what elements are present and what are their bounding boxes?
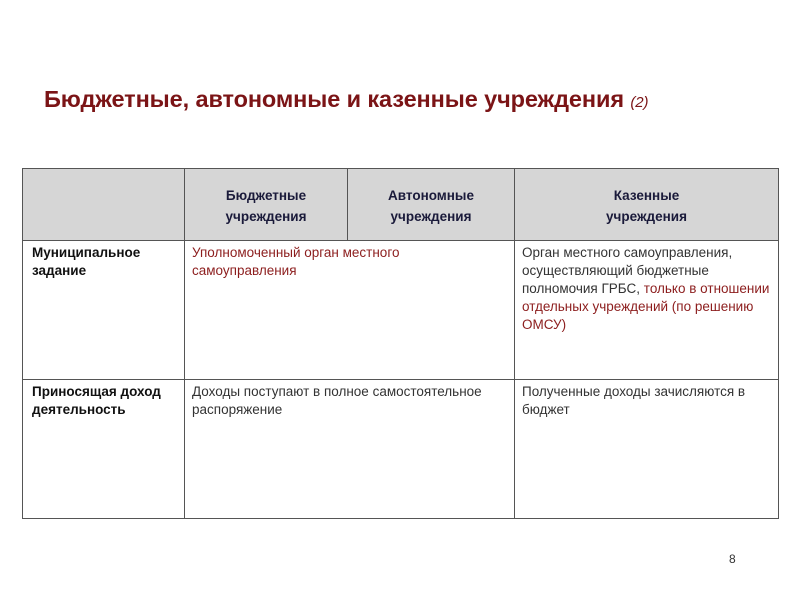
cell-text: Полученные доходы зачисляются в бюджет [522, 384, 746, 417]
slide-title-suffix: (2) [630, 94, 649, 111]
header-budget-line2: учреждения [225, 208, 307, 224]
header-autonomous-line2: учреждения [390, 208, 472, 224]
cell-budget-autonomous-municipal-task [185, 241, 515, 380]
cell-treasury-income [515, 380, 779, 519]
cell-text: Доходы поступают в полное самостоятельное распоряжение [192, 384, 482, 417]
header-autonomous-institutions [348, 169, 515, 241]
comparison-table [22, 168, 779, 519]
header-budget-line1: Бюджетные [225, 187, 307, 203]
page-number: 8 [729, 552, 736, 566]
header-autonomous-line1: Автономные [388, 187, 474, 203]
header-treasury-line2: учреждения [606, 208, 687, 224]
header-empty-cell [23, 169, 185, 241]
row-label-municipal-task: Муниципальное задание [32, 245, 141, 278]
cell-text: Уполномоченный орган местного самоуправления [192, 245, 400, 278]
table-header-row [23, 169, 779, 241]
table-row-municipal-task [23, 241, 779, 380]
slide-title [44, 86, 648, 113]
header-budget-institutions [185, 169, 348, 241]
slide-title-text: Бюджетные, автономные и казенные учреждения [44, 86, 624, 112]
cell-text-part1: Орган местного самоуправления, осуществляющий бюджетные полномочия ГРБС, [522, 245, 733, 296]
cell-text-part2: только в отношении отдельных учреждений (по решению ОМСУ) [522, 281, 770, 332]
cell-treasury-municipal-task [515, 241, 779, 380]
header-treasury-institutions [515, 169, 779, 241]
row-label-cell [23, 241, 185, 380]
row-label-cell [23, 380, 185, 519]
header-treasury-line1: Казенные [613, 187, 680, 203]
row-label-income-activity: Приносящая доход деятельность [32, 384, 161, 417]
table-row-income-activity [23, 380, 779, 519]
cell-budget-autonomous-income [185, 380, 515, 519]
